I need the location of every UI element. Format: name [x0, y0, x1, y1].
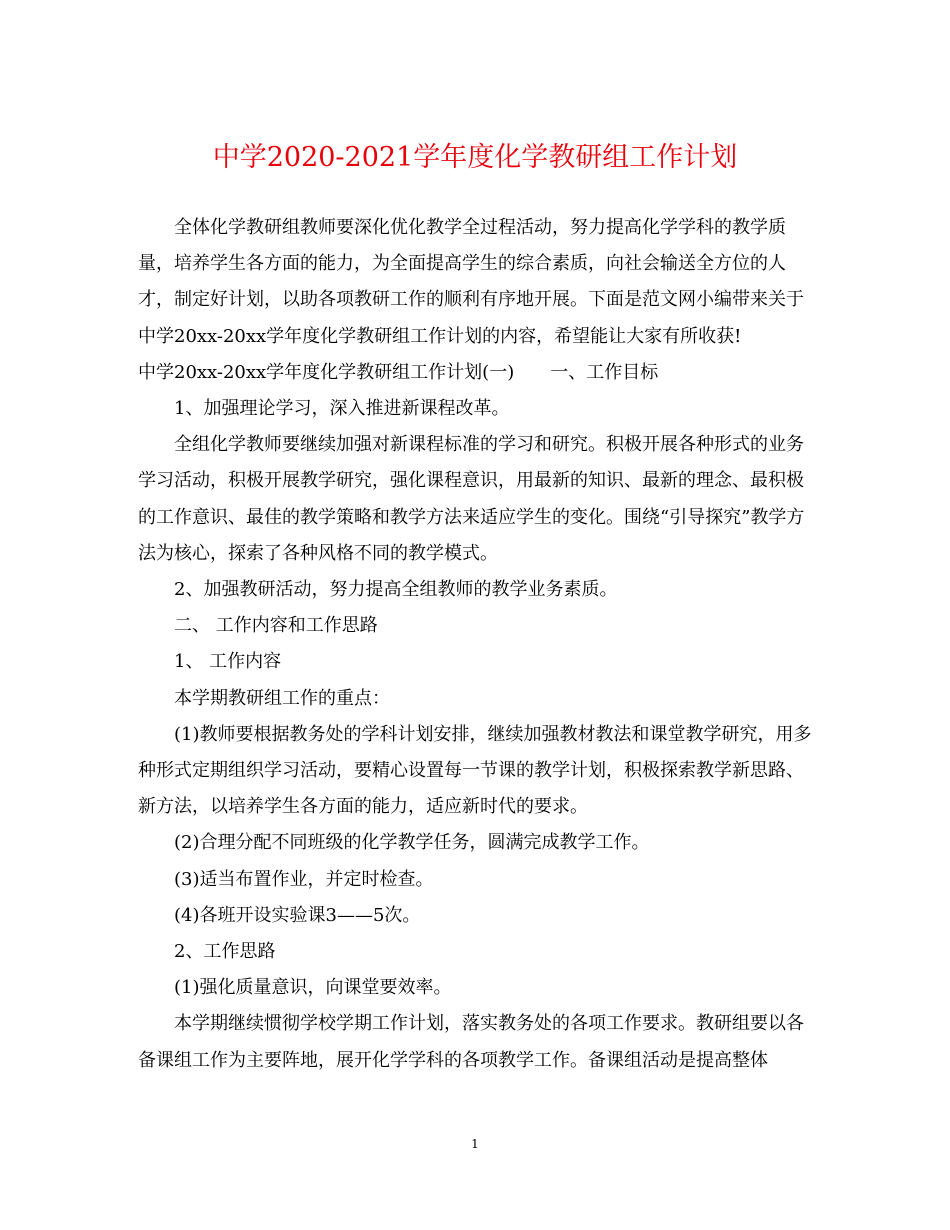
body-paragraph: (2)合理分配不同班级的化学教学任务，圆满完成教学工作。 — [174, 832, 650, 854]
subsection-heading: 2、工作思路 — [174, 941, 276, 963]
subheading-title: 中学20xx-20xx学年度化学教研组工作计划(一) — [138, 361, 515, 383]
body-paragraph: 全组化学教师要继续加强对新课程标准的学习和研究。积极开展各种形式的业务学习活动，积极开展教学研究，强化课程意识，用最新的知识、最新的理念、最积极的工作意识、最佳的教学策略和教学方法来适应学生的变化。围绕“引导探究”教学方法为核心，探索了各种风格不同的教学模式。 — [138, 434, 805, 564]
body-paragraph: 本学期教研组工作的重点： — [174, 687, 390, 709]
body-paragraph: (1)强化质量意识，向课堂要效率。 — [174, 977, 452, 999]
body-paragraph: (4)各班开设实验课3——5次。 — [174, 904, 421, 926]
body-paragraph: (1)教师要根据教务处的学科计划安排，继续加强教材教法和课堂教学研究，用多种形式定期组织学习活动，要精心设置每一节课的教学计划，积极探索教学新思路、新方法，以培养学生各方面的能力，适应新时代的要求。 — [138, 723, 812, 818]
subheading-line — [138, 355, 814, 391]
subsection-heading: 1、 工作内容 — [174, 651, 282, 673]
body-paragraph: 1、加强理论学习，深入推进新课程改革。 — [174, 398, 510, 420]
section-heading: 二、 工作内容和工作思路 — [174, 615, 378, 637]
body-paragraph: 2、加强教研活动，努力提高全组教师的教学业务素质。 — [174, 579, 618, 601]
subheading-section: 一、工作目标 — [550, 361, 659, 383]
intro-paragraph: 全体化学教研组教师要深化优化教学全过程活动，努力提高化学学科的教学质量，培养学生各方面的能力，为全面提高学生的综合素质，向社会输送全方位的人才，制定好计划，以助各项教研工作的顺利有序地开展。下面是范文网小编带来关于中学20xx-20xx学年度化学教研组工作计划的内容，希望能让大家有所收获! — [138, 217, 804, 347]
body-paragraph: 本学期继续惯彻学校学期工作计划，落实教务处的各项工作要求。教研组要以各备课组工作为主要阵地，展开化学学科的各项教学工作。备课组活动是提高整体 — [138, 1013, 804, 1071]
document-title: 中学2020-2021学年度化学教研组工作计划 — [212, 142, 738, 173]
page-number: 1 — [471, 1137, 479, 1151]
body-paragraph: (3)适当布置作业，并定时检查。 — [174, 868, 434, 890]
document-body — [138, 210, 814, 1079]
